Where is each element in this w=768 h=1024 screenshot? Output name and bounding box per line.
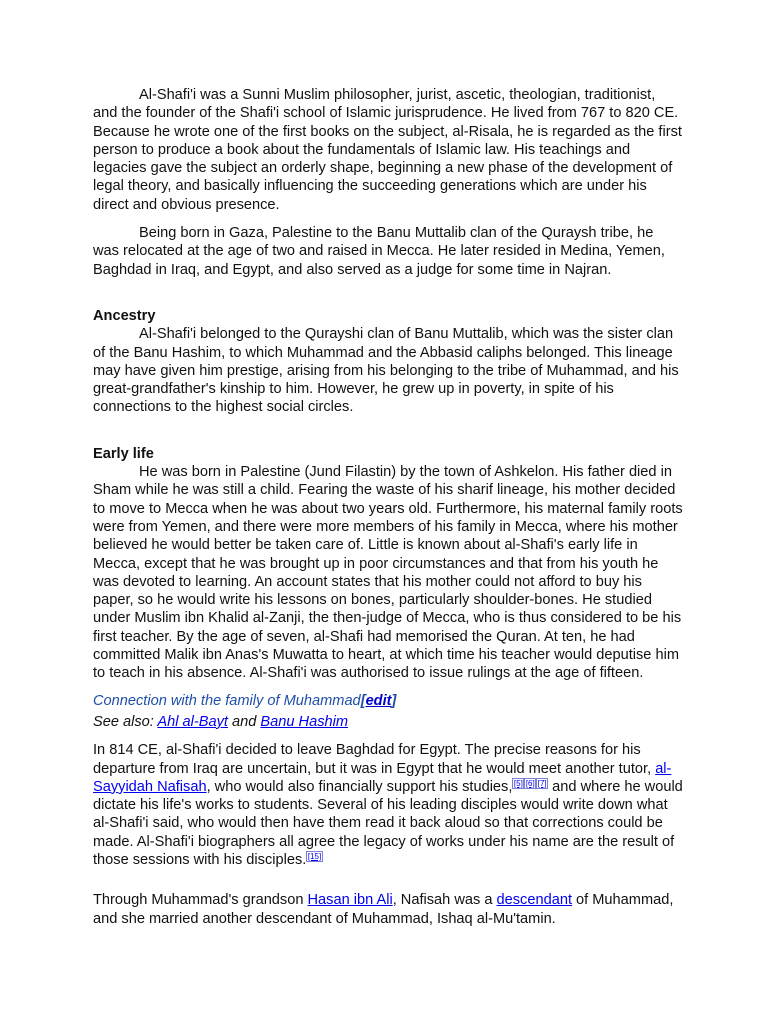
see-also-prefix: See also: — [93, 713, 158, 730]
citation-refs — [512, 778, 548, 789]
egypt-paragraph — [93, 741, 683, 869]
connection-heading — [93, 692, 683, 710]
nafisah-link[interactable]: al-Sayyidah Nafisah — [93, 760, 672, 795]
citation-5[interactable]: [5] — [513, 778, 523, 788]
nafisah-text-1: Through Muhammad's grandson — [93, 892, 308, 909]
intro-paragraph-2: Being born in Gaza, Palestine to the Banu Muttalib clan of the Quraysh tribe, he was relocated at the age of two and raised in Mecca. He later resided in Medina, Yemen, Baghdad in Iraq, and Egypt, and also served as a judge for some time in Najran. — [93, 225, 665, 278]
edit-bracket-close: ] — [391, 692, 397, 709]
citation-15[interactable]: [15] — [307, 851, 322, 861]
descendant-link[interactable]: descendant — [496, 892, 572, 909]
banu-hashim-link[interactable]: Banu Hashim — [260, 713, 349, 730]
early-life-heading: Early life — [93, 445, 154, 462]
document-page — [93, 86, 683, 928]
edit-bracket-open: [ — [360, 692, 366, 709]
connection-heading-text: Connection with the family of Muhammad — [93, 692, 361, 709]
hasan-ibn-ali-link[interactable]: Hasan ibn Ali — [307, 892, 393, 909]
citation-6[interactable]: [6] — [525, 778, 535, 788]
nafisah-text-2: , Nafisah was a — [392, 892, 497, 909]
egypt-text-3: and where he would dictate his life's works to students. Several of his leading disciples would write down what al-Shafi'i said, who would then have them read it back aloud so that corrections could be made. Al-Shafi'i biographers all agree the legacy of works under his name are the result of those sessions with his disciples. — [93, 778, 683, 868]
ancestry-heading: Ancestry — [93, 307, 156, 324]
egypt-text-1: In 814 CE, al-Shafi'i decided to leave Baghdad for Egypt. The precise reasons for his departure from Iraq are uncertain, but it was in Egypt that he would meet another tutor, — [93, 742, 656, 777]
citation-7[interactable]: [7] — [537, 778, 547, 788]
see-also-and: and — [227, 713, 261, 730]
ahl-al-bayt-link[interactable]: Ahl al-Bayt — [157, 713, 228, 730]
intro-paragraph-1: Al-Shafi'i was a Sunni Muslim philosopher, jurist, ascetic, theologian, traditionist, and the founder of the Shafi'i school of Islamic jurisprudence. He lived from 767 to 820 CE. Because he wrote one of the first books on the subject, al-Risala, he is regarded as the first person to produce a book about the fundamentals of Islamic law. His teachings and legacies gave the subject an orderly shape, beginning a new phase of the development of legal theory, and basically influencing the succeeding generations which are under his direct and obvious presence. — [93, 87, 682, 213]
nafisah-text-3: of Muhammad, and she married another descendant of Muhammad, Ishaq al-Mu'tamin. — [93, 892, 674, 927]
edit-link[interactable]: edit — [365, 692, 392, 709]
see-also-line — [93, 713, 683, 731]
citation-refs-end — [306, 851, 322, 862]
egypt-text-2: , who would also financially support his studies, — [206, 778, 513, 795]
early-life-paragraph: He was born in Palestine (Jund Filastin) by the town of Ashkelon. His father died in Sham while he was still a child. Fearing the waste of his sharif lineage, his mother decided to move to Mecca when he was about two years old. Furthermore, his maternal family roots were from Yemen, and there were more members of his family in Mecca, where his mother believed he would better be taken care of. Little is known about al-Shafi's early life in Mecca, except that he was brought up in poor circumstances and that from his youth he was devoted to learning. An account states that his mother could not afford to buy his paper, so he would write his lessons on bones, particularly shoulder-bones. He studied under Muslim ibn Khalid al-Zanji, the then-judge of Mecca, who is thus considered to be his first teacher. By the age of seven, al-Shafi had memorised the Quran. At ten, he had committed Malik ibn Anas's Muwatta to heart, at which time his teacher would deputise him to teach in his absence. Al-Shafi'i was authorised to issue rulings at the age of fifteen. — [93, 464, 683, 682]
nafisah-paragraph — [93, 891, 683, 928]
ancestry-paragraph: Al-Shafi'i belonged to the Qurayshi clan of Banu Muttalib, which was the sister clan of the Banu Hashim, to which Muhammad and the Abbasid caliphs belonged. This lineage may have given him prestige, arising from his belonging to the tribe of Muhammad, and his great-grandfather's kinship to him. However, he grew up in poverty, in spite of his connections to the highest social circles. — [93, 326, 679, 416]
